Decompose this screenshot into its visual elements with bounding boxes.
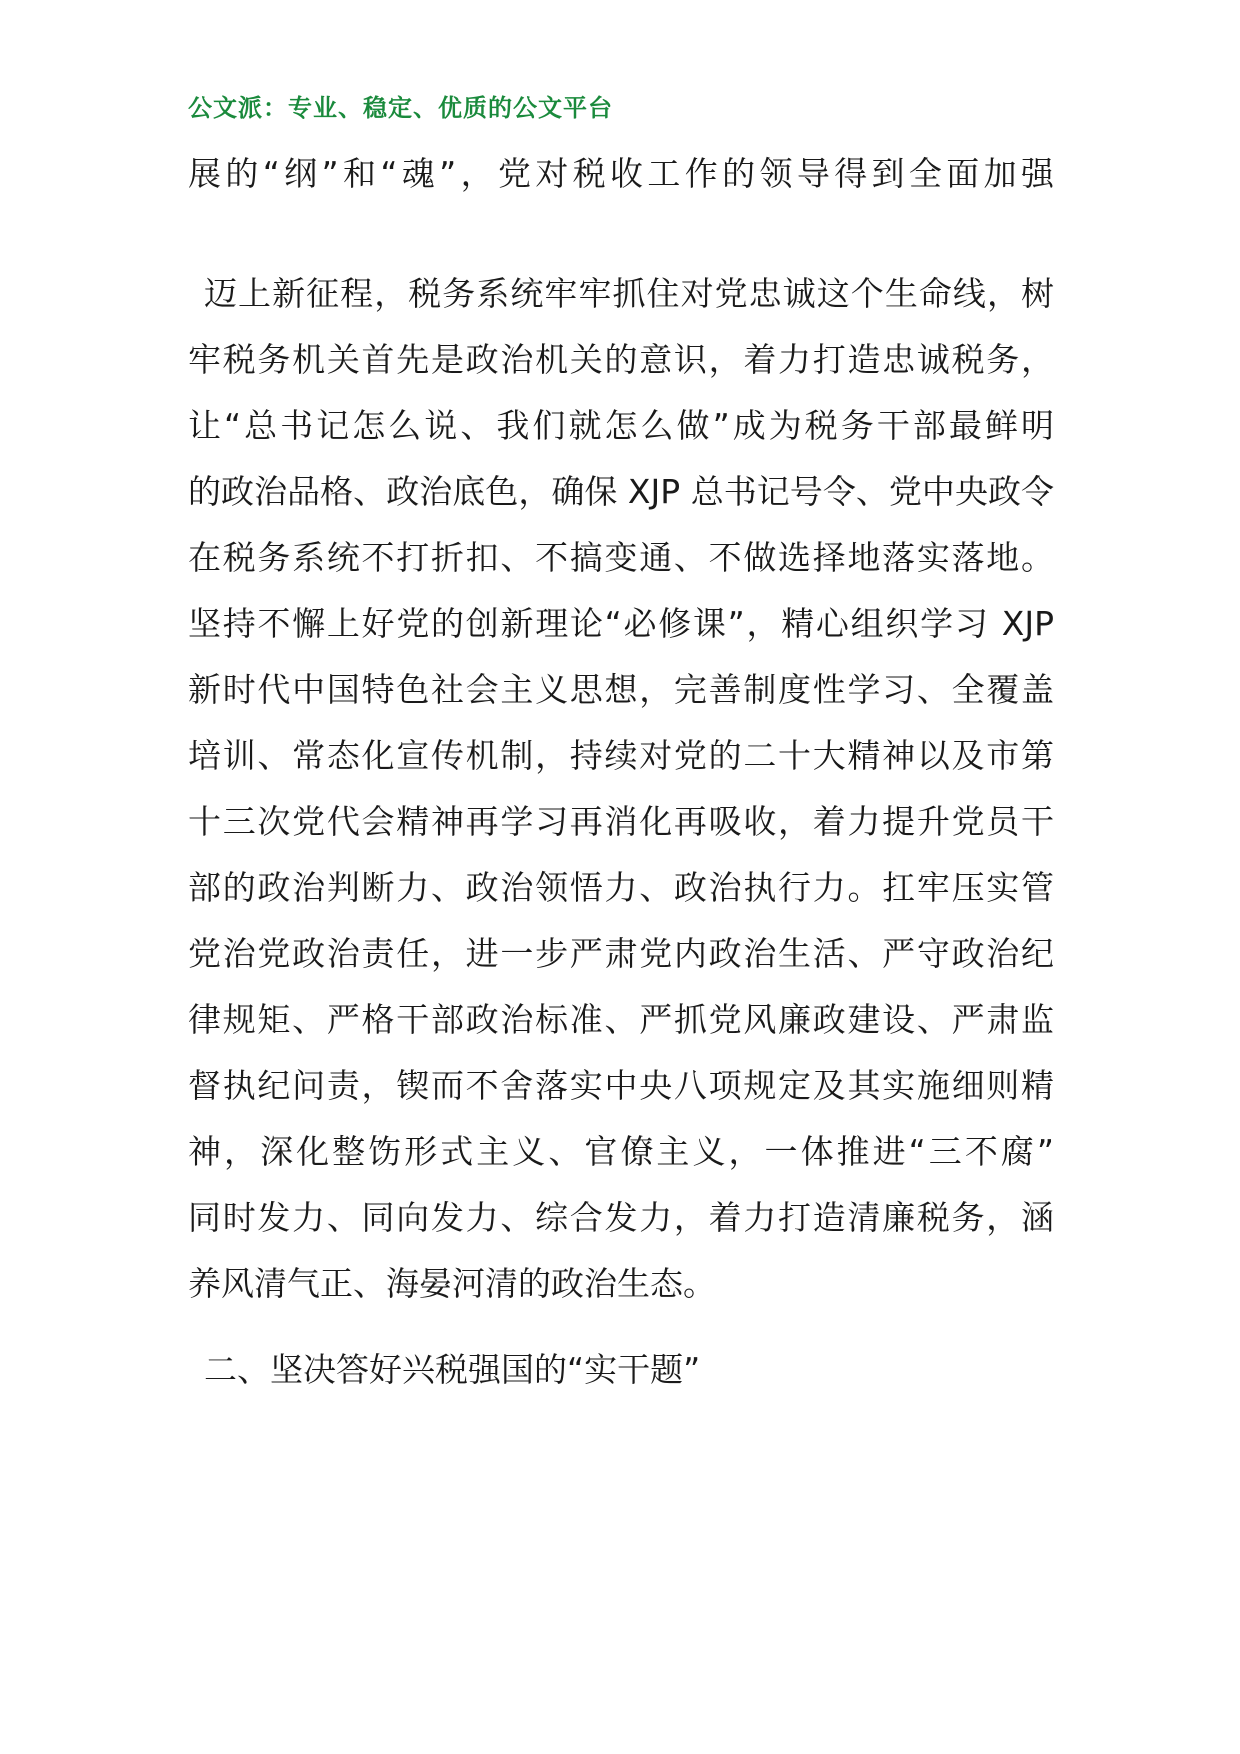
header-brand: 公文派：专业、稳定、优质的公文平台 bbox=[188, 94, 613, 122]
paragraph-line: 神，深化整饬形式主义、官僚主义，一体推进“三不腐” bbox=[188, 1132, 1054, 1171]
paragraph-line: 律规矩、严格干部政治标准、严抓党风廉政建设、严肃监 bbox=[188, 1000, 1054, 1039]
paragraph-line: 迈上新征程，税务系统牢牢抓住对党忠诚这个生命线，树 bbox=[204, 274, 1054, 313]
paragraph-line: 新时代中国特色社会主义思想，完善制度性学习、全覆盖 bbox=[188, 670, 1054, 709]
paragraph-line: 十三次党代会精神再学习再消化再吸收，着力提升党员干 bbox=[188, 802, 1054, 841]
paragraph-line: 在税务系统不打折扣、不搞变通、不做选择地落实落地。 bbox=[188, 538, 1054, 577]
paragraph-line: 的政治品格、政治底色，确保 XJP 总书记号令、党中央政令 bbox=[188, 472, 1054, 511]
paragraph-line: 坚持不懈上好党的创新理论“必修课”，精心组织学习 XJP bbox=[188, 604, 1054, 643]
paragraph-line: 展的“纲”和“魂”，党对税收工作的领导得到全面加强 bbox=[188, 154, 1054, 193]
paragraph-line: 培训、常态化宣传机制，持续对党的二十大精神以及市第 bbox=[188, 736, 1054, 775]
section-heading: 二、坚决答好兴税强国的“实干题” bbox=[204, 1350, 701, 1389]
paragraph-line: 部的政治判断力、政治领悟力、政治执行力。扛牢压实管 bbox=[188, 868, 1054, 907]
paragraph-line: 养风清气正、海晏河清的政治生态。 bbox=[188, 1264, 716, 1303]
paragraph-line: 督执纪问责，锲而不舍落实中央八项规定及其实施细则精 bbox=[188, 1066, 1054, 1105]
paragraph-line: 同时发力、同向发力、综合发力，着力打造清廉税务，涵 bbox=[188, 1198, 1054, 1237]
paragraph-line: 牢税务机关首先是政治机关的意识，着力打造忠诚税务， bbox=[188, 340, 1054, 379]
paragraph-line: 让“总书记怎么说、我们就怎么做”成为税务干部最鲜明 bbox=[188, 406, 1054, 445]
paragraph-line: 党治党政治责任，进一步严肃党内政治生活、严守政治纪 bbox=[188, 934, 1054, 973]
